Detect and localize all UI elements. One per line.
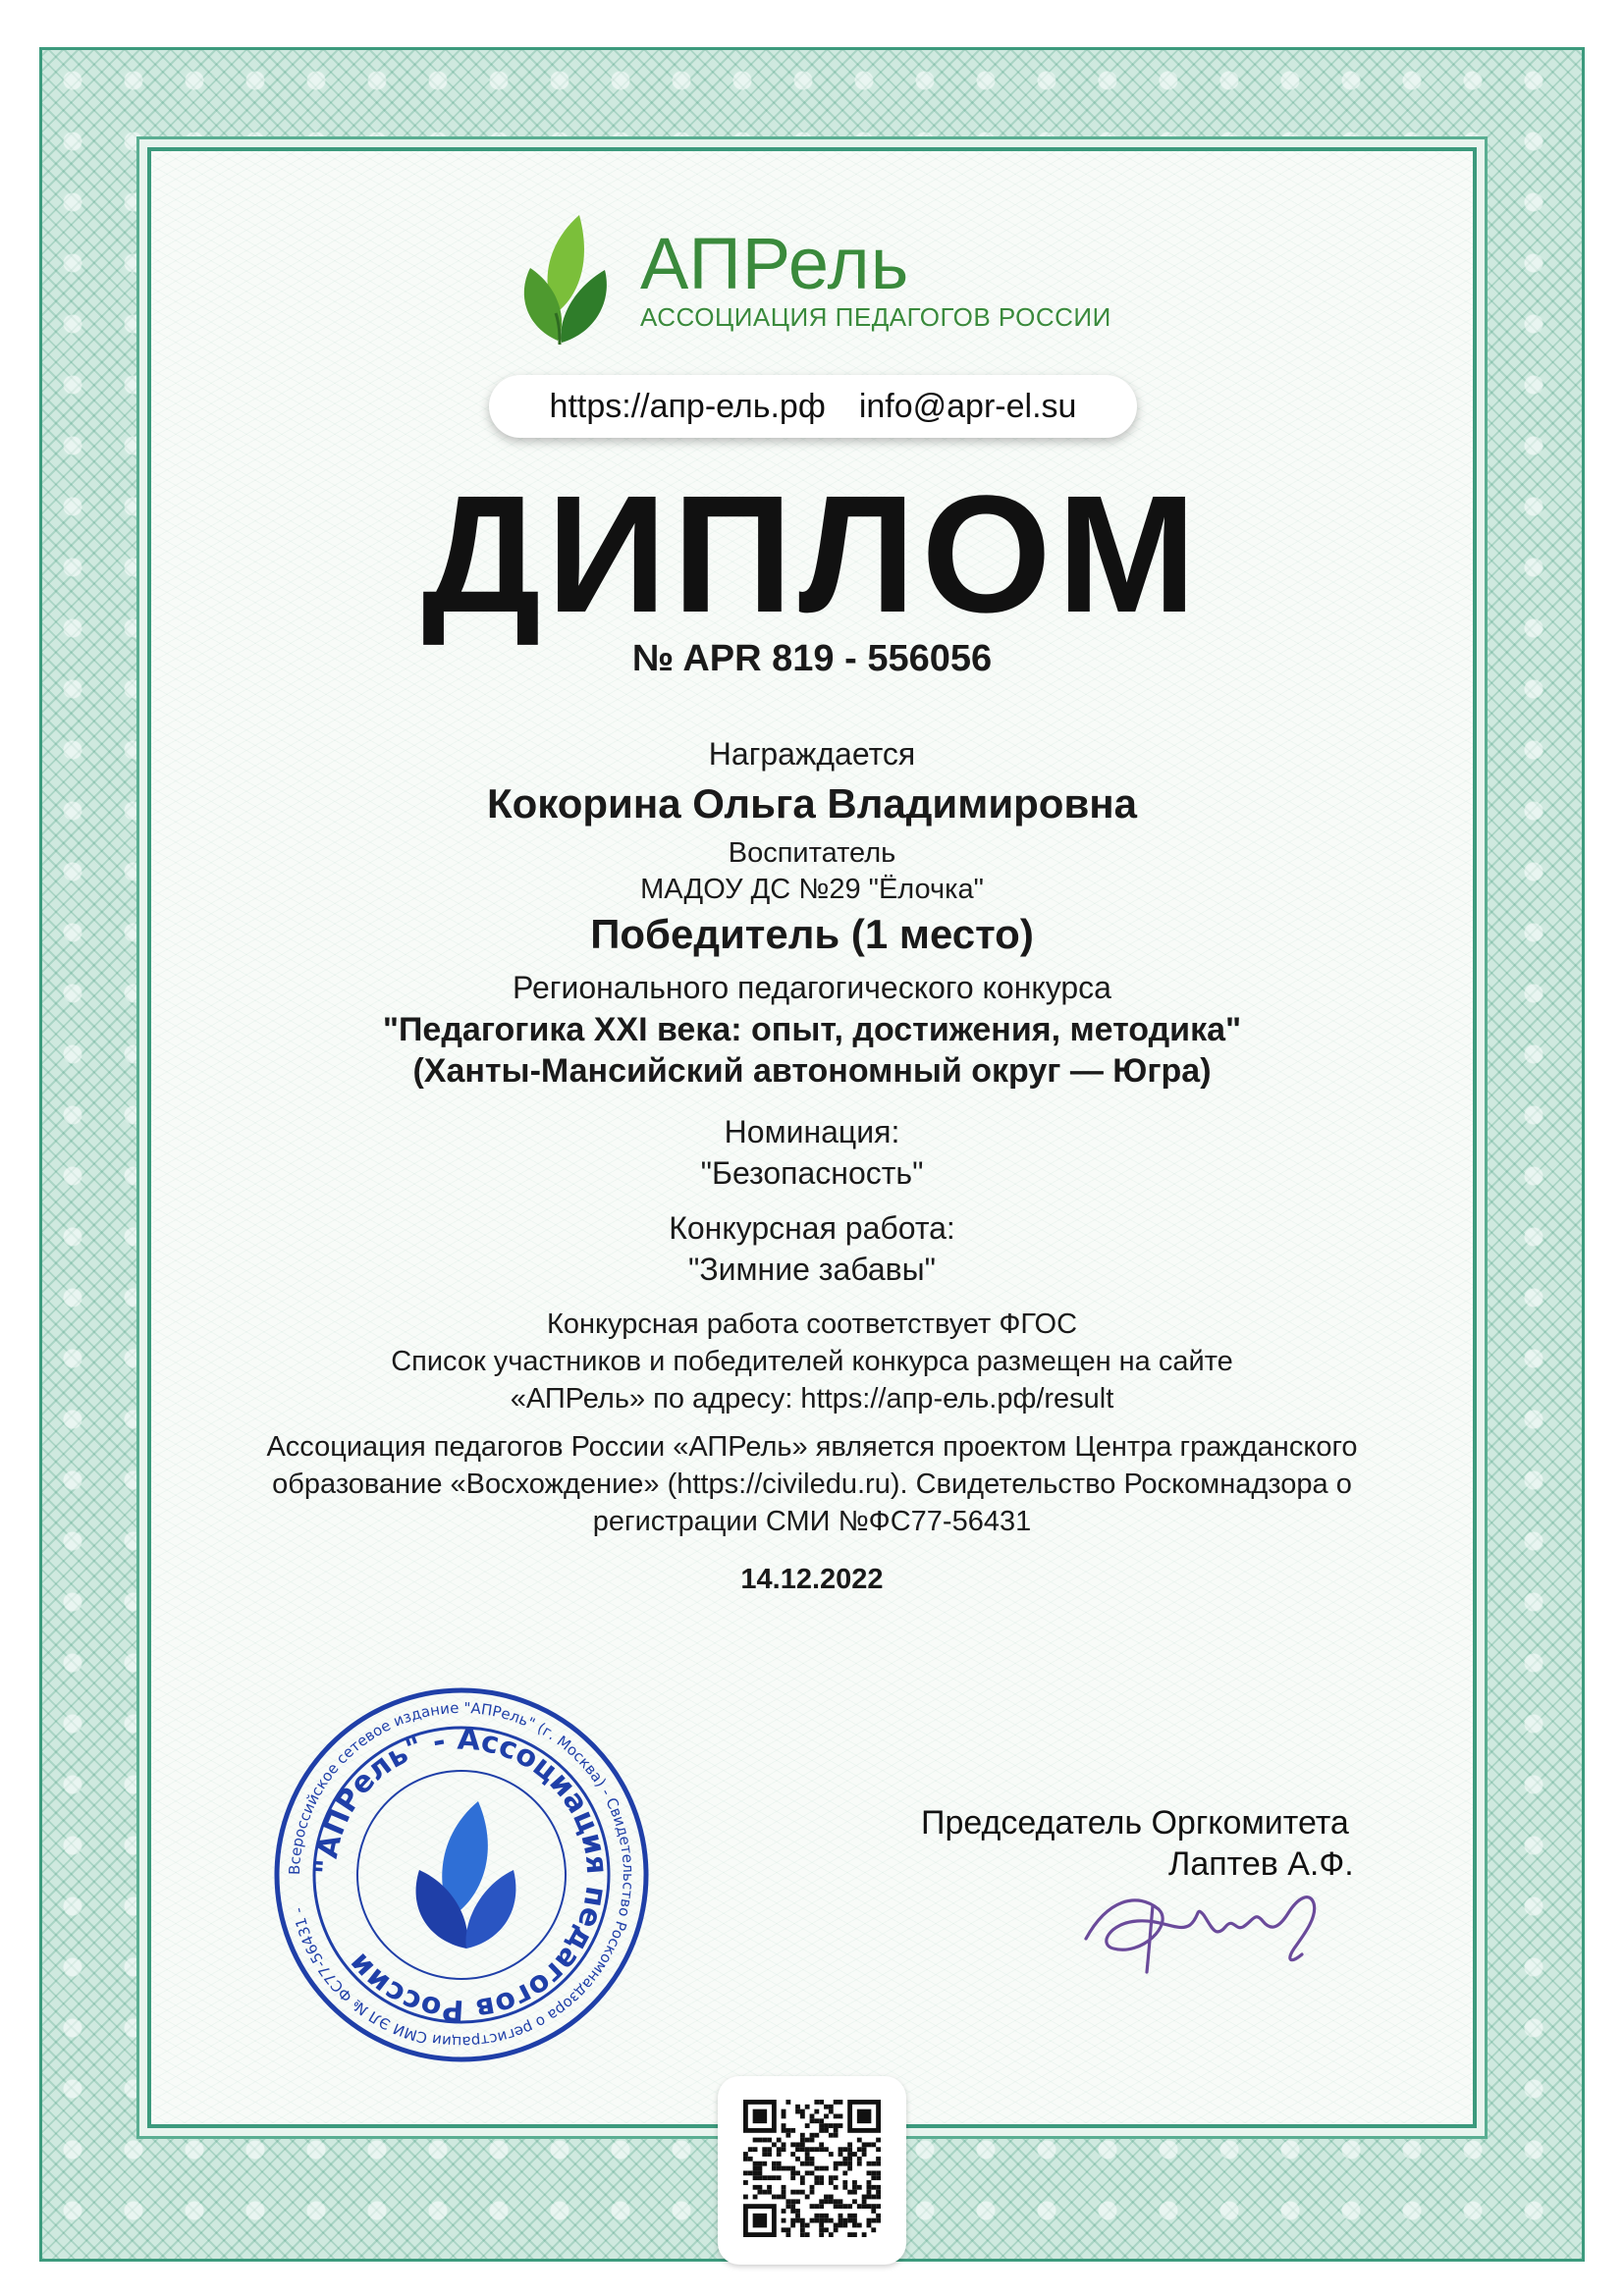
contest-region: (Ханты-Мансийский автономный округ — Югра) xyxy=(412,1052,1212,1090)
recipient-position: Воспитатель xyxy=(728,837,896,869)
recipient-name: Кокорина Ольга Владимировна xyxy=(486,780,1137,827)
note-line: «АПРель» по адресу: https://апр-ель.рф/result xyxy=(510,1383,1114,1415)
note-line: Конкурсная работа соответствует ФГОС xyxy=(546,1308,1078,1340)
issue-date: 14.12.2022 xyxy=(740,1564,884,1595)
work-value: "Зимние забавы" xyxy=(687,1252,936,1287)
qr-container xyxy=(718,2076,906,2265)
stamp-outer-text: Всероссийское сетевое издание "АПРель" (г. Москва) - Свидетельство Роскомнадзора о регистрации СМИ ЭЛ № ФС77-56431 - xyxy=(285,1698,638,2052)
website-link[interactable]: https://апр-ель.рф xyxy=(549,387,826,425)
signature-image xyxy=(1068,1870,1363,1988)
contest-name: "Педагогика XXI века: опыт, достижения, методика" xyxy=(382,1011,1242,1048)
logo-tagline: АССОЦИАЦИЯ ПЕДАГОГОВ РОССИИ xyxy=(640,302,1111,332)
contact-bar xyxy=(489,375,1137,438)
legal-line: регистрации СМИ №ФС77-56431 xyxy=(592,1506,1032,1537)
recipient-organization: МАДОУ ДС №29 "Ёлочка" xyxy=(640,874,984,905)
award-place: Победитель (1 место) xyxy=(590,911,1034,957)
legal-line: образование «Восхождение» (https://civiledu.ru). Свидетельство Роскомнадзора о xyxy=(272,1468,1352,1500)
awarded-label: Награждается xyxy=(708,736,916,772)
signatory-name: Лаптев А.Ф. xyxy=(1168,1845,1354,1883)
logo-name: АПРель xyxy=(640,223,910,304)
diploma-number: № APR 819 - 556056 xyxy=(631,638,993,679)
work-label: Конкурсная работа: xyxy=(669,1210,955,1246)
nomination-label: Номинация: xyxy=(724,1114,900,1149)
contest-type: Регионального педагогического конкурса xyxy=(513,970,1111,1005)
association-stamp xyxy=(270,1683,653,2066)
signatory-title: Председатель Оргкомитета xyxy=(921,1804,1349,1842)
stamp-leaf-icon xyxy=(416,1801,516,1949)
diploma-title: ДИПЛОМ xyxy=(421,461,1203,648)
email-link[interactable]: info@apr-el.su xyxy=(858,387,1077,425)
note-line: Список участников и победителей конкурса размещен на сайте xyxy=(391,1346,1233,1377)
qr-code-icon[interactable] xyxy=(743,2100,881,2237)
leaf-icon xyxy=(511,211,619,348)
legal-line: Ассоциация педагогов России «АПРель» является проектом Центра гражданского xyxy=(266,1431,1358,1463)
nomination-value: "Безопасность" xyxy=(700,1155,924,1191)
stamp-inner-text: "АПРель" - Ассоциация педагогов России xyxy=(308,1722,615,2028)
